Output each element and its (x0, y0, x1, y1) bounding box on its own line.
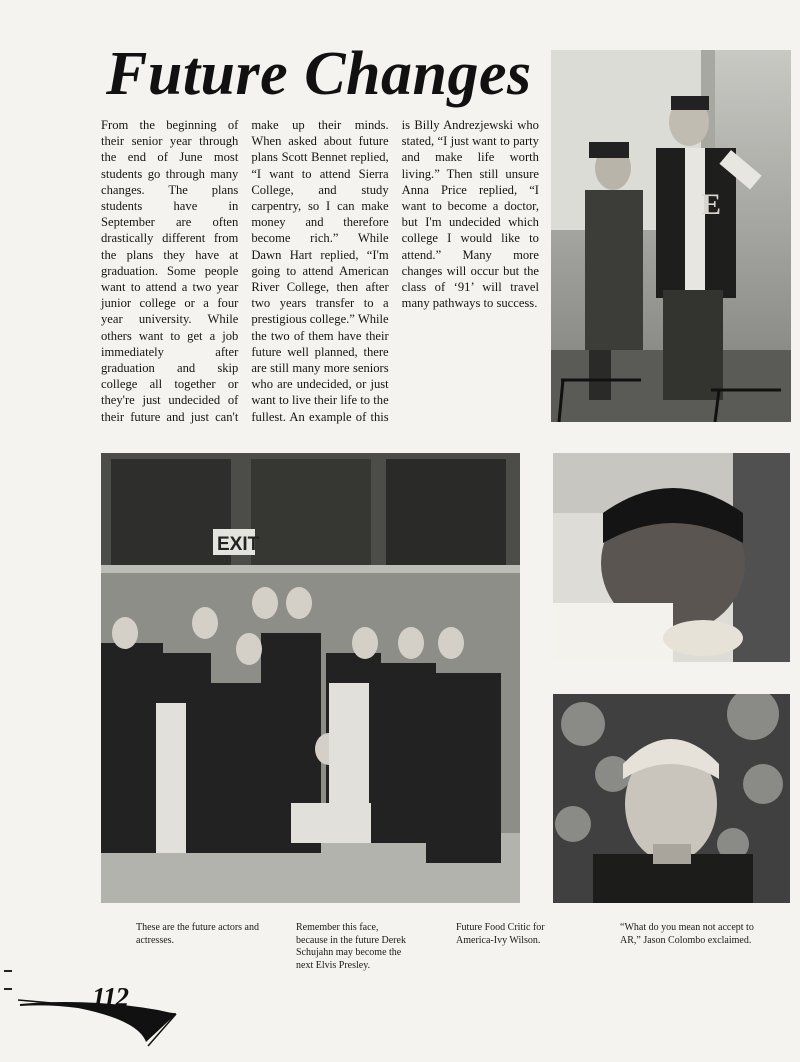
caption-group-photo: These are the future actors and actresses. (136, 922, 259, 946)
article-body (101, 117, 539, 432)
jacket-letter: E (701, 188, 722, 221)
photo-jason (553, 694, 790, 903)
caption-jason: “What do you mean not accept to AR,” Jason Colombo exclaimed. (620, 922, 754, 946)
page-title: Future Changes (106, 40, 532, 108)
photo-ivy-eating (553, 453, 790, 662)
exit-sign: EXIT (217, 534, 260, 555)
photo-letterman-jacket (551, 50, 791, 422)
caption-ivy: Future Food Critic for America-Ivy Wilson. (456, 922, 545, 946)
photo-group-actors (101, 453, 520, 903)
edge-mark (4, 988, 12, 990)
caption-derek: Remember this face, because in the future Derek Schujahn may become the next Elvis Presley. (296, 922, 406, 971)
edge-mark (4, 970, 12, 972)
page-number: 112 (92, 982, 129, 1012)
article-paragraph: From the beginning of their senior year through the end of June most students go through many changes. The plans students have in September are often drastically different from the plans they have at graduation. Some people want to attend a two year junior college or a four year university. While others want to get a job immediately after graduation and skip college all together or they're just undecided of their future and just can't make up their minds. When asked about future plans Scott Bennet replied, “I want to attend Sierra College, and study carpentry, so I can make money and therefore become rich.” While Dawn Hart replied, “I'm going to attend American River College, then after two years transfer to a prestigious college.” While the two of them have their future well planned, there are still many more seniors who are undecided, or just want to live their life to the fullest. An example of this is Billy Andrezjewski who stated, “I just want to party and make life worth living.” Then still unsure Anna Price replied, “I want to become a doctor, but I'm undecided which college I would like to attend.” Many more changes will occur but the class of ‘91’ will travel many pathways to success. (101, 118, 539, 424)
